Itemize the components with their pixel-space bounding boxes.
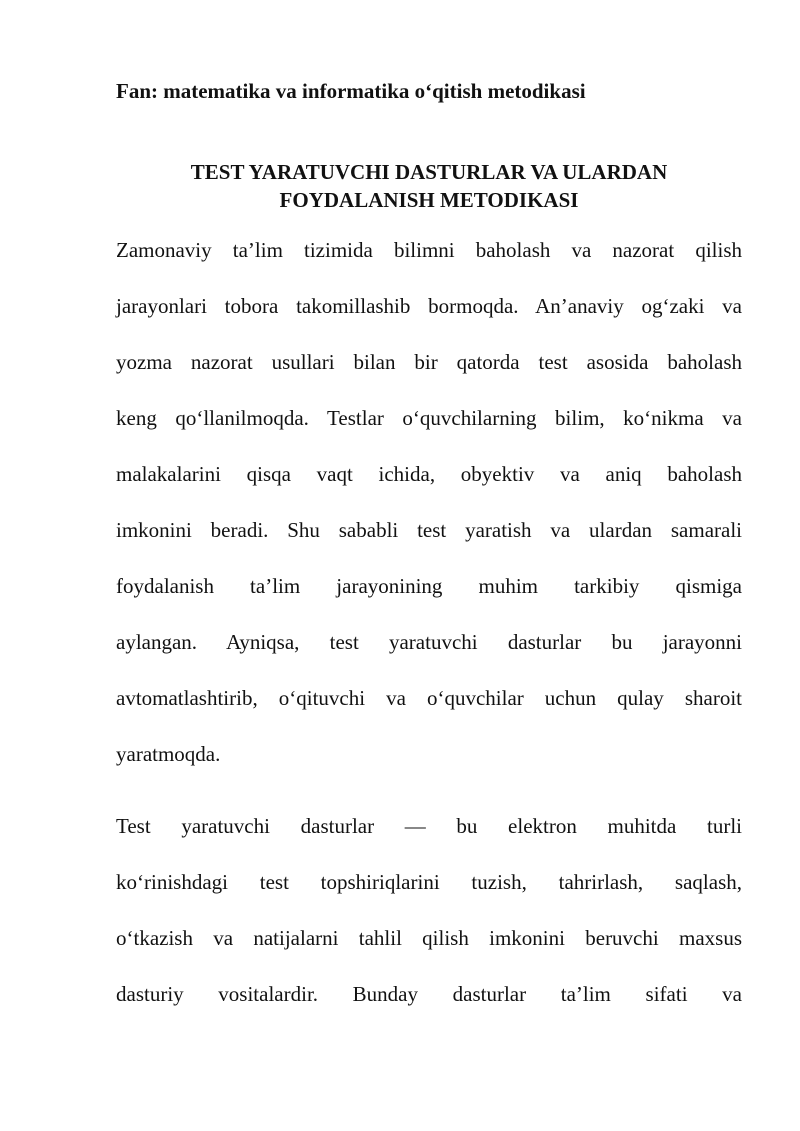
- paragraph-2: [116, 798, 742, 1022]
- paragraph-line: yozma nazorat usullari bilan bir qatorda test asosida baholash: [116, 350, 742, 374]
- paragraph-line: malakalarini qisqa vaqt ichida, obyektiv va aniq baholash: [116, 462, 742, 486]
- paragraph-1: [116, 222, 742, 782]
- paragraph-line: Zamonaviy ta’lim tizimida bilimni baholash va nazorat qilish: [116, 238, 742, 262]
- document-title: [116, 158, 742, 214]
- paragraph-line: yaratmoqda.: [116, 742, 221, 766]
- paragraph-line: dasturiy vositalardir. Bunday dasturlar ta’lim sifati va: [116, 982, 742, 1006]
- paragraph-line: jarayonlari tobora takomillashib bormoqda. An’anaviy og‘zaki va: [116, 294, 742, 318]
- paragraph-line: o‘tkazish va natijalarni tahlil qilish imkonini beruvchi maxsus: [116, 926, 742, 950]
- paragraph-line: imkonini beradi. Shu sababli test yaratish va ulardan samarali: [116, 518, 742, 542]
- paragraph-line: ko‘rinishdagi test topshiriqlarini tuzish, tahrirlash, saqlash,: [116, 870, 742, 894]
- title-line-1: TEST YARATUVCHI DASTURLAR VA ULARDAN: [190, 160, 668, 184]
- paragraph-line: foydalanish ta’lim jarayonining muhim tarkibiy qismiga: [116, 574, 742, 598]
- paragraph-line: keng qo‘llanilmoqda. Testlar o‘quvchilarning bilim, ko‘nikma va: [116, 406, 742, 430]
- paragraph-line: avtomatlashtirib, o‘qituvchi va o‘quvchilar uchun qulay sharoit: [116, 686, 742, 710]
- subject-line: Fan: matematika va informatika o‘qitish metodikasi: [116, 79, 586, 103]
- title-line-2: FOYDALANISH METODIKASI: [279, 188, 579, 212]
- paragraph-line: aylangan. Ayniqsa, test yaratuvchi dasturlar bu jarayonni: [116, 630, 742, 654]
- paragraph-line: Test yaratuvchi dasturlar — bu elektron muhitda turli: [116, 814, 742, 838]
